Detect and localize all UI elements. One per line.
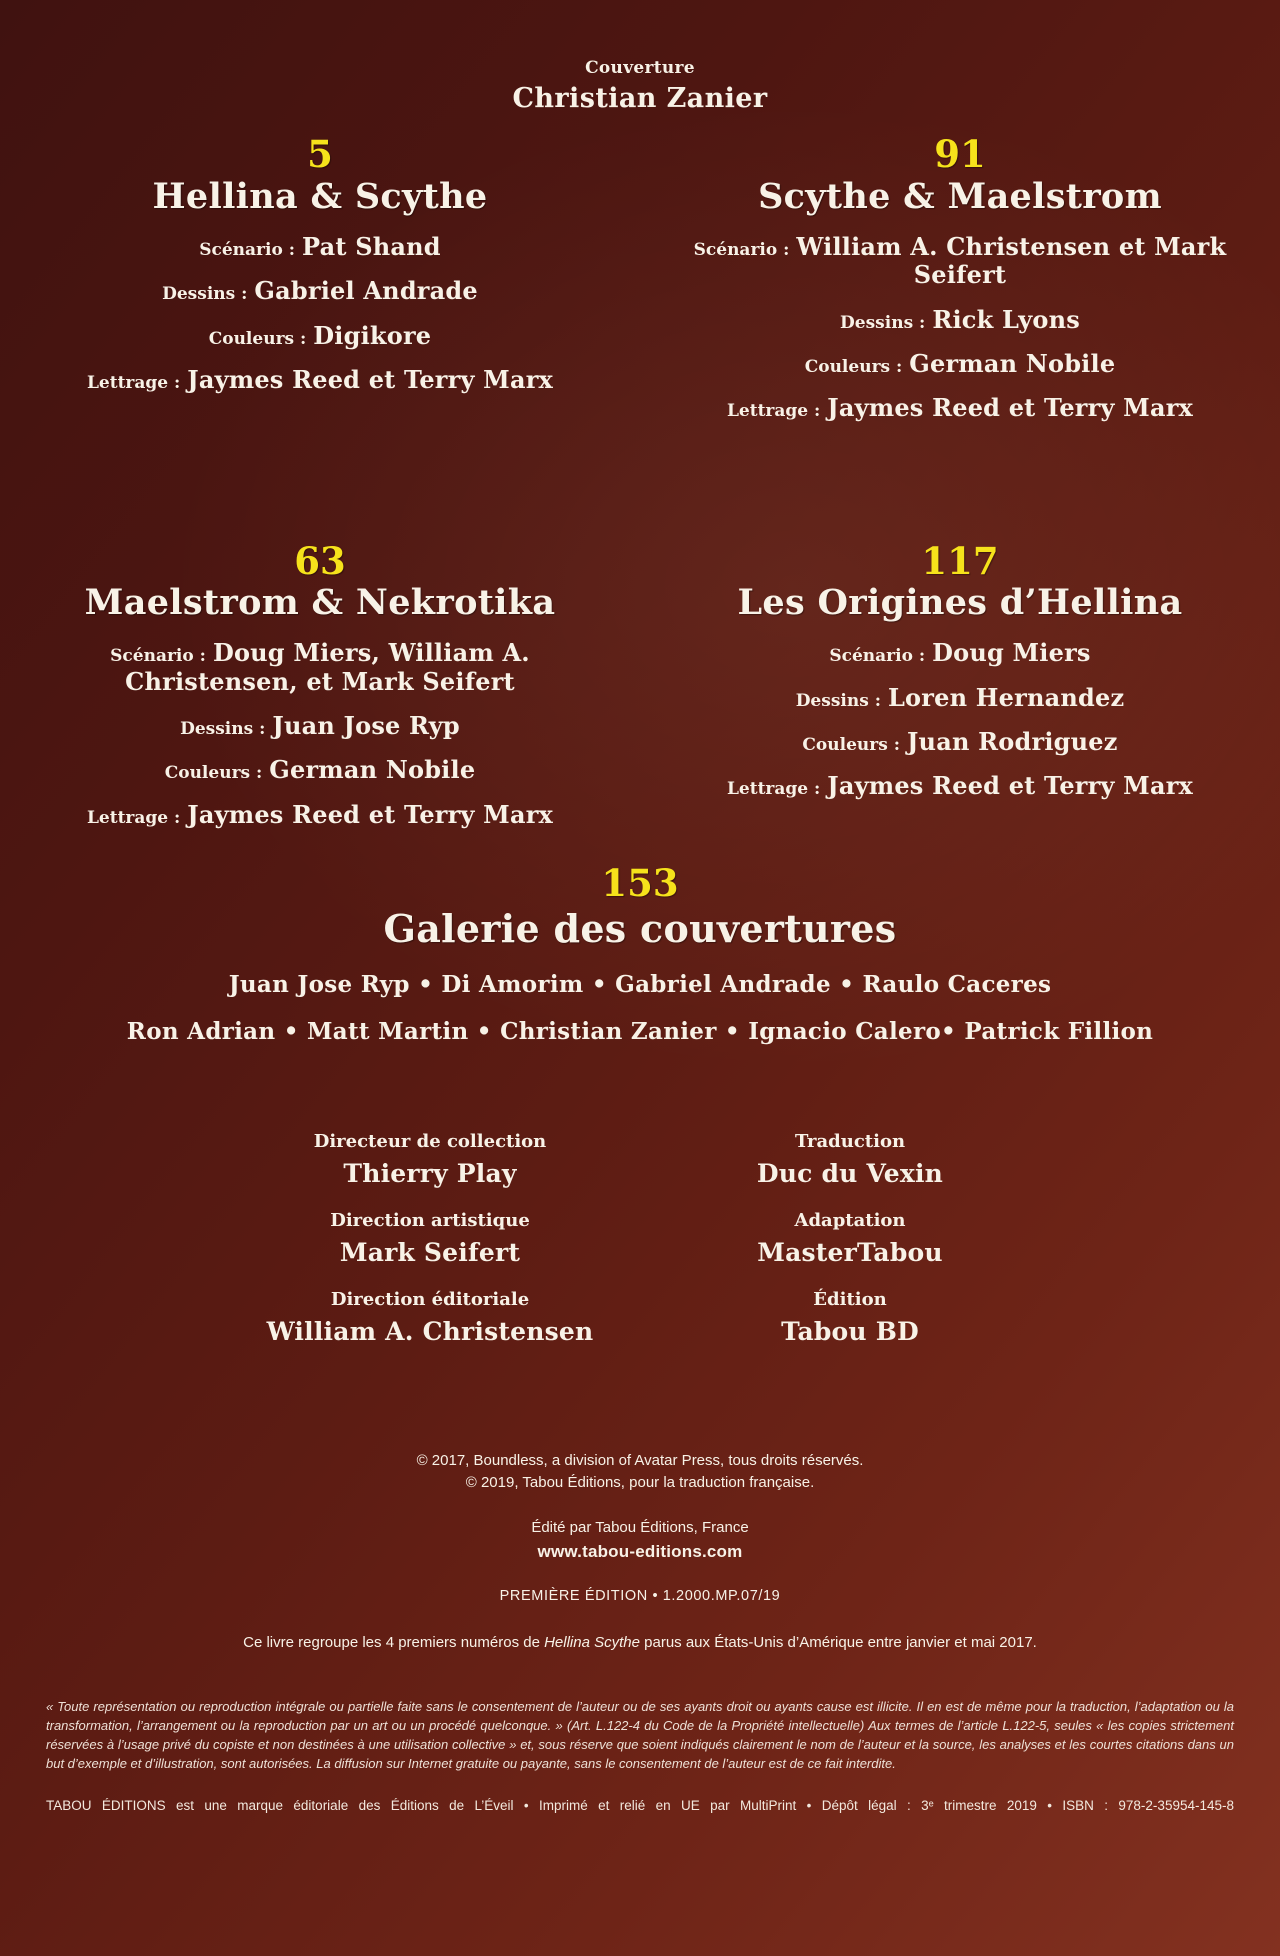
toc-entry-scythe-maelstrom [640, 134, 1280, 423]
credit-line-couleurs [40, 756, 600, 784]
staff-grid [220, 1131, 1060, 1346]
credit-line-couleurs [680, 728, 1240, 756]
collection-note-series-title: Hellina Scythe [544, 1633, 640, 1651]
credit-line-scenario [680, 233, 1240, 290]
credit-label: Dessins : [840, 312, 926, 333]
gallery-artists-line-1: Juan Jose Ryp • Di Amorim • Gabriel Andrade • Raulo Caceres [228, 970, 1052, 998]
credit-name: Jaymes Reed et Terry Marx [827, 393, 1194, 423]
toc-title: Les Origines d’Hellina [737, 582, 1183, 624]
credit-name: Rick Lyons [932, 304, 1080, 334]
credit-line-dessins [680, 684, 1240, 712]
staff-name: Duc du Vexin [756, 1158, 944, 1188]
staff-role: Directeur de collection [313, 1130, 547, 1152]
credit-name: Jaymes Reed et Terry Marx [187, 799, 554, 829]
gallery-page-number: 153 [601, 861, 679, 905]
credit-name: Pat Shand [302, 231, 441, 261]
credit-label: Scénario : [199, 239, 295, 260]
cover-label: Couverture [585, 58, 695, 78]
staff-cell-direction-artistique [220, 1210, 640, 1267]
credit-line-couleurs [40, 322, 600, 350]
credit-name: Doug Miers [932, 638, 1091, 668]
credit-label: Lettrage : [726, 779, 821, 800]
credit-label: Dessins : [795, 690, 881, 711]
credit-line-lettrage [680, 772, 1240, 800]
staff-role: Édition [813, 1288, 887, 1310]
edition-print-line: PREMIÈRE ÉDITION • 1.2000.MP.07/19 [499, 1587, 781, 1604]
credit-label: Lettrage : [86, 807, 181, 828]
credit-name: Doug Miers, William A. Christensen, et Mark Seifert [125, 638, 530, 696]
copyright-line-2019: © 2019, Tabou Éditions, pour la traduction française. [465, 1474, 815, 1492]
credit-name: Juan Rodriguez [907, 727, 1118, 757]
collection-note-prefix: Ce livre regroupe les 4 premiers numéros de [243, 1633, 545, 1651]
credit-label: Dessins : [162, 284, 248, 305]
staff-role: Direction éditoriale [330, 1288, 530, 1310]
credit-line-scenario [40, 233, 600, 261]
staff-cell-traduction [640, 1131, 1060, 1188]
credit-name: Juan Jose Ryp [272, 711, 460, 741]
toc-entry-origines-hellina [640, 538, 1280, 830]
colophon-block [0, 1450, 1280, 1651]
toc-page-number: 63 [294, 538, 346, 583]
toc-entry-hellina-scythe [0, 134, 640, 423]
credit-line-couleurs [680, 350, 1240, 378]
staff-name: Thierry Play [343, 1158, 517, 1188]
gallery-artists-line-2: Ron Adrian • Matt Martin • Christian Zanier • Ignacio Calero• Patrick Fillion [126, 1017, 1154, 1045]
collection-note-suffix: parus aux États-Unis d’Amérique entre janvier et mai 2017. [639, 1633, 1037, 1651]
cover-gallery-block [0, 863, 1280, 1045]
staff-role: Direction artistique [330, 1209, 530, 1231]
credit-name: German Nobile [909, 348, 1116, 378]
credit-name: German Nobile [269, 755, 476, 785]
cover-artist-name: Christian Zanier [512, 83, 768, 114]
credit-label: Scénario : [693, 239, 790, 260]
toc-page-number: 117 [921, 538, 999, 583]
staff-role: Traduction [794, 1130, 906, 1152]
credit-label: Lettrage : [86, 372, 181, 393]
credit-name: Loren Hernandez [887, 682, 1125, 712]
credit-line-dessins [40, 277, 600, 305]
staff-cell-directeur-collection [220, 1131, 640, 1188]
credit-line-scenario [85, 639, 555, 696]
staff-cell-adaptation [640, 1210, 1060, 1267]
staff-cell-direction-editoriale [220, 1289, 640, 1346]
credit-line-lettrage [40, 801, 600, 829]
staff-name: William A. Christensen [266, 1316, 594, 1346]
credit-name: Jaymes Reed et Terry Marx [827, 771, 1194, 801]
credit-line-dessins [680, 306, 1240, 334]
staff-name: MasterTabou [757, 1237, 943, 1267]
copyright-line-2017: © 2017, Boundless, a division of Avatar Press, tous droits réservés. [416, 1451, 864, 1469]
credit-line-lettrage [40, 366, 600, 394]
credit-label: Couleurs : [208, 328, 307, 349]
staff-name: Tabou BD [781, 1316, 919, 1346]
credit-label: Dessins : [180, 719, 266, 740]
credit-name: Gabriel Andrade [254, 276, 478, 306]
credit-line-scenario [680, 639, 1240, 667]
toc-grid [0, 134, 1280, 829]
legal-copyright-paragraph: « Toute représentation ou reproduction intégrale ou partielle faite sans le consentement de l’auteur ou de ses ayants droit ou ayants cause est illicite. Il en est de même pour la traduction, l’adaptation ou la transformation, l’arrangement ou la reproduction par un art ou un procédé quelconque. » (Art. L.122-4 du Code de la Propriété intellectuelle) Aux termes de l’article L.122-5, seules « les copies strictement réservées à l’usage privé du copiste et non destinées à une utilisation collective » et, sous réserve que soient indiqués clairement le nom de l’auteur et la source, les analyses et les courtes citations dans un but d’exemple et d’illustration, sont autorisées. La diffusion sur Internet gratuite ou payante, sans le consentement de l’auteur est de ce fait interdite. [46, 1698, 1234, 1772]
collection-note [0, 1634, 1280, 1651]
credit-label: Scénario : [110, 646, 206, 667]
staff-cell-edition [640, 1289, 1060, 1346]
toc-page-number: 91 [934, 132, 986, 176]
credit-line-lettrage [680, 394, 1240, 422]
credit-label: Lettrage : [726, 401, 821, 422]
credit-name: William A. Christensen et Mark Seifert [796, 231, 1227, 290]
publisher-line: Édité par Tabou Éditions, France [531, 1518, 749, 1536]
toc-entry-maelstrom-nekrotika [0, 538, 640, 830]
credit-name: Jaymes Reed et Terry Marx [187, 364, 554, 394]
toc-title: Scythe & Maelstrom [758, 175, 1162, 217]
credit-label: Scénario : [829, 646, 926, 667]
toc-title: Maelstrom & Nekrotika [84, 582, 556, 624]
credit-label: Couleurs : [164, 763, 263, 784]
publisher-website: www.tabou-editions.com [537, 1541, 743, 1561]
staff-role: Adaptation [794, 1209, 906, 1231]
toc-title: Hellina & Scythe [152, 175, 488, 217]
credit-label: Couleurs : [804, 356, 903, 377]
credit-label: Couleurs : [802, 735, 900, 756]
imprint-isbn-line: TABOU ÉDITIONS est une marque éditoriale des Éditions de L’Éveil • Imprimé et relié en UE par MultiPrint • Dépôt légal : 3ᵉ trimestre 2019 • ISBN : 978-2-35954-145-8 [46, 1797, 1234, 1813]
gallery-title: Galerie des couvertures [383, 905, 897, 951]
cover-credit-block [0, 58, 1280, 114]
staff-name: Mark Seifert [339, 1237, 521, 1267]
credit-line-dessins [40, 712, 600, 740]
toc-page-number: 5 [307, 132, 333, 176]
credit-name: Digikore [313, 320, 432, 350]
